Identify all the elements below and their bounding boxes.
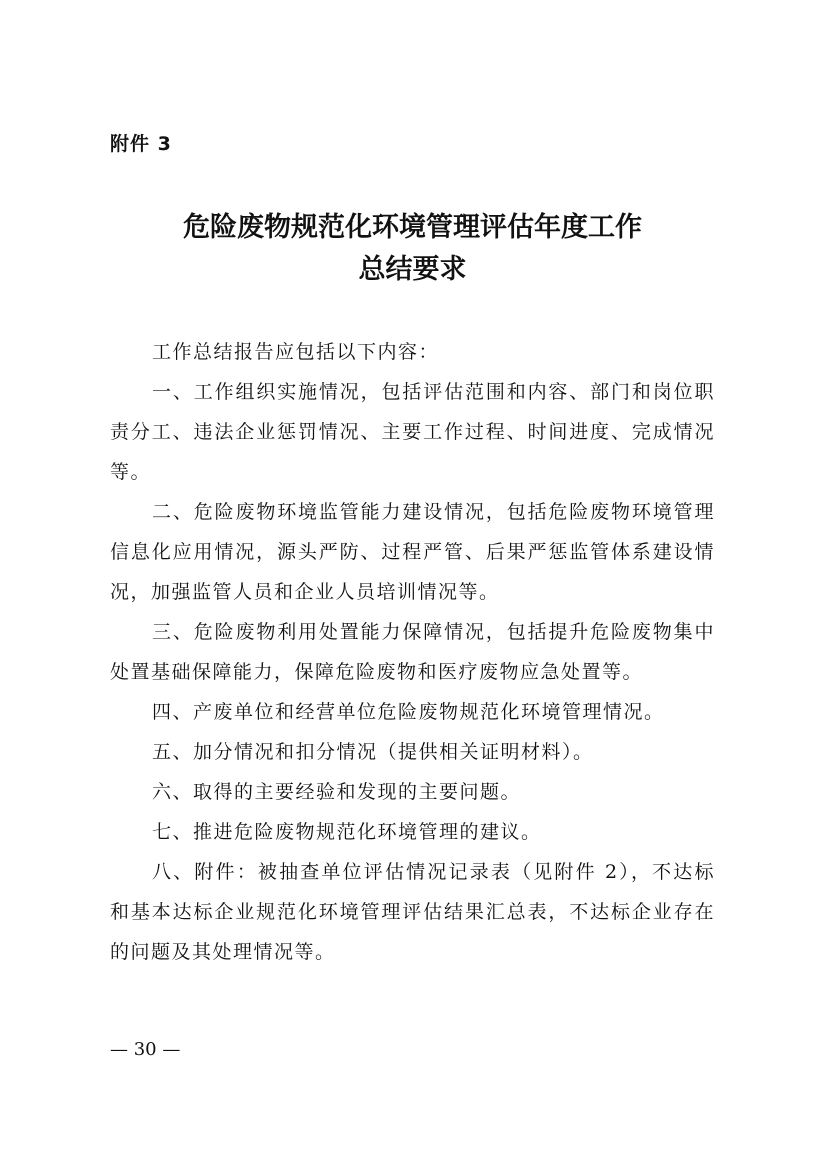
page-number: — 30 — bbox=[110, 1039, 181, 1060]
attachment-label: 附件 3 bbox=[110, 133, 172, 155]
item-paragraph-2: 二、危险废物环境监管能力建设情况，包括危险废物环境管理信息化应用情况，源头严防、过程严管、后果严惩监管体系建设情况，加强监管人员和企业人员培训情况等。 bbox=[110, 501, 715, 603]
item-paragraph-6: 六、取得的主要经验和发现的主要问题。 bbox=[152, 781, 522, 803]
intro-paragraph: 工作总结报告应包括以下内容： bbox=[152, 341, 440, 363]
item-paragraph-7: 七、推进危险废物规范化环境管理的建议。 bbox=[152, 821, 542, 843]
item-paragraph-1: 一、工作组织实施情况，包括评估范围和内容、部门和岗位职责分工、违法企业惩罚情况、主要工作过程、时间进度、完成情况等。 bbox=[110, 381, 715, 483]
document-title-line-1: 危险废物规范化环境管理评估年度工作 bbox=[183, 212, 642, 243]
item-paragraph-3: 三、危险废物利用处置能力保障情况，包括提升危险废物集中处置基础保障能力，保障危险废物和医疗废物应急处置等。 bbox=[110, 621, 715, 683]
item-paragraph-5: 五、加分情况和扣分情况（提供相关证明材料）。 bbox=[152, 741, 594, 763]
document-body bbox=[110, 332, 715, 972]
item-paragraph-8: 八、附件：被抽查单位评估情况记录表（见附件 2），不达标和基本达标企业规范化环境管理评估结果汇总表，不达标企业存在的问题及其处理情况等。 bbox=[110, 861, 715, 963]
document-title-line-2: 总结要求 bbox=[358, 254, 467, 285]
item-paragraph-4: 四、产废单位和经营单位危险废物规范化环境管理情况。 bbox=[152, 701, 665, 723]
